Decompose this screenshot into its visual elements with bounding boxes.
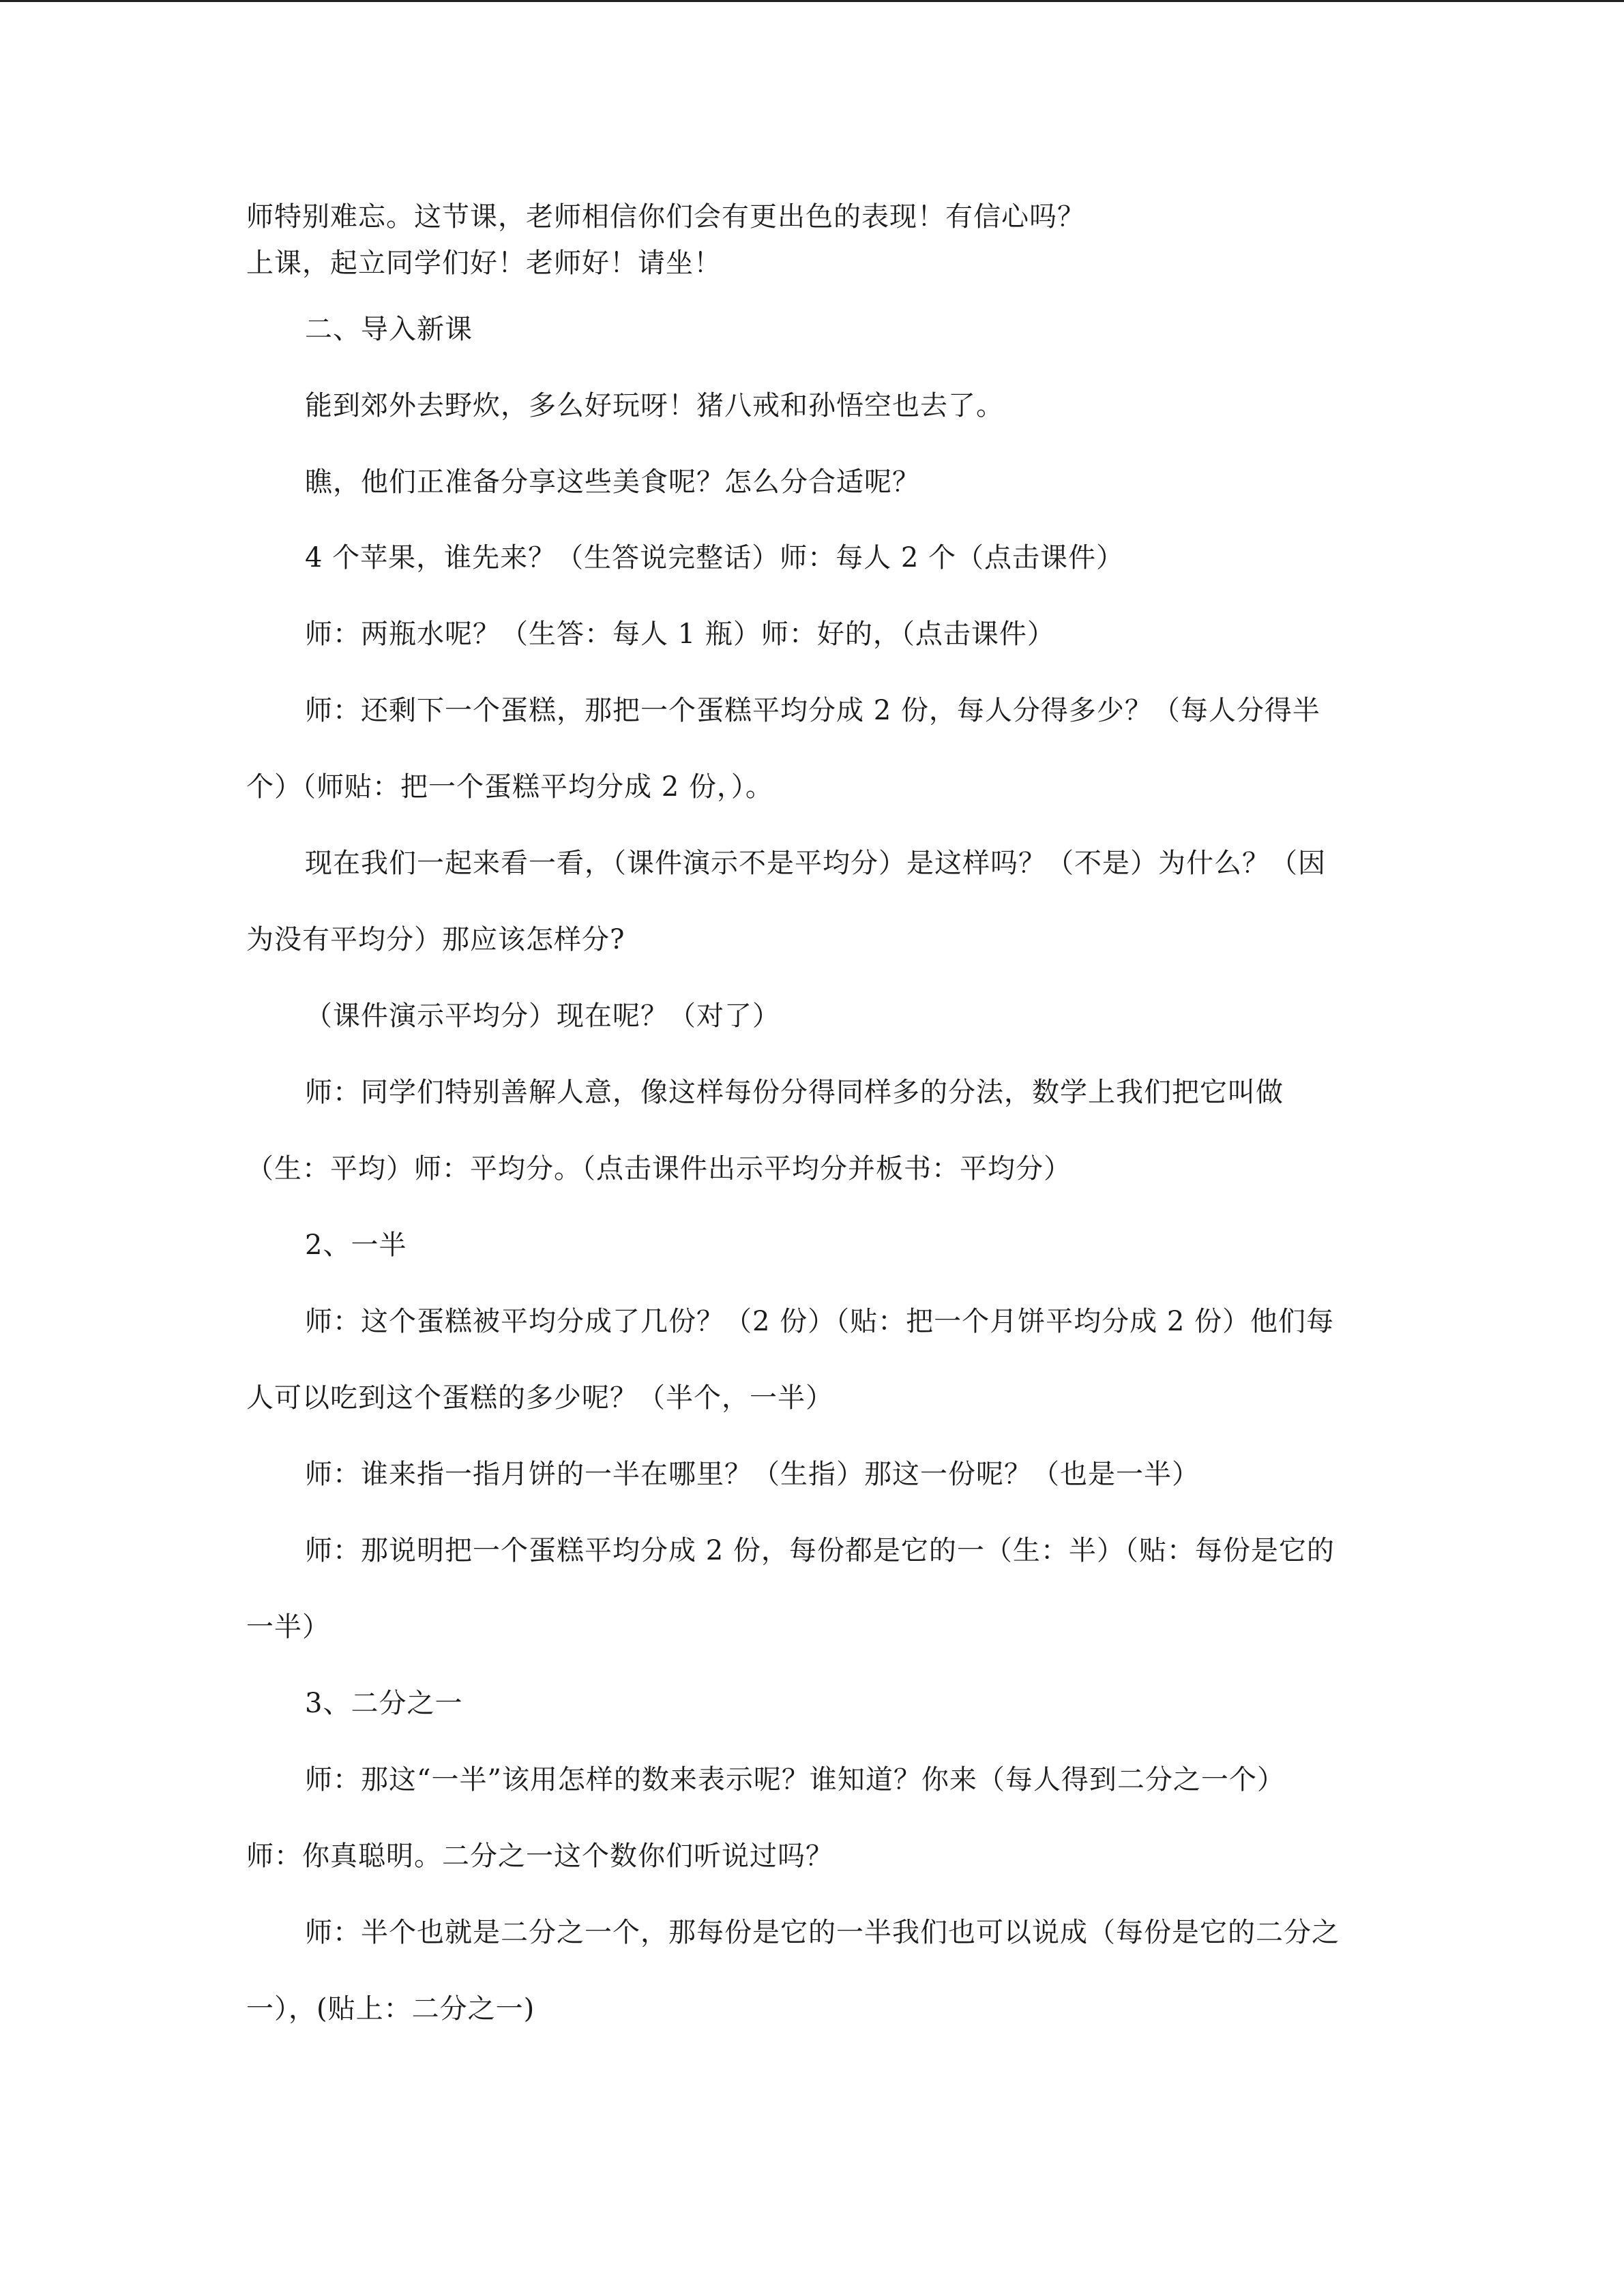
text-line: 上课，起立同学们好！老师好！请坐！ xyxy=(246,248,722,279)
text-line: 一半） xyxy=(246,1611,330,1643)
text-line: 现在我们一起来看一看，（课件演示不是平均分）是这样吗？（不是）为什么？（因 xyxy=(305,848,1326,879)
section-heading: 二、导入新课 xyxy=(305,314,473,345)
text-line: 师：你真聪明。二分之一这个数你们听说过吗？ xyxy=(246,1840,833,1872)
text-line: 一），(贴上：二分之一) xyxy=(246,1993,535,2025)
text-line: （生：平均）师：平均分。（点击课件出示平均分并板书：平均分） xyxy=(246,1153,1072,1184)
text-line: 师特别难忘。这节课，老师相信你们会有更出色的表现！有信心吗？ xyxy=(246,201,1085,233)
text-line: 师：这个蛋糕被平均分成了几份？（2 份）（贴：把一个月饼平均分成 2 份）他们每 xyxy=(305,1306,1335,1337)
text-line: 师：同学们特别善解人意，像这样每份分得同样多的分法，数学上我们把它叫做 xyxy=(305,1077,1284,1108)
text-line: 瞧，他们正准备分享这些美食呢？怎么分合适呢？ xyxy=(305,466,920,498)
text-line: 师：那说明把一个蛋糕平均分成 2 份，每份都是它的一（生：半）（贴：每份是它的 xyxy=(305,1535,1335,1566)
subsection-heading: 2、一半 xyxy=(305,1229,407,1261)
text-line: 师：两瓶水呢？（生答：每人 1 瓶）师：好的，（点击课件） xyxy=(305,618,1055,650)
text-line: 为没有平均分）那应该怎样分? xyxy=(246,924,625,955)
page-top-border xyxy=(0,0,1624,2)
text-line: （课件演示平均分）现在呢？（对了） xyxy=(305,1000,780,1032)
text-line: 人可以吃到这个蛋糕的多少呢？（半个，一半） xyxy=(246,1382,833,1414)
text-line: 能到郊外去野炊，多么好玩呀！猪八戒和孙悟空也去了。 xyxy=(305,390,1004,421)
text-line: 师：谁来指一指月饼的一半在哪里？（生指）那这一份呢？（也是一半） xyxy=(305,1459,1200,1490)
text-line: 师：那这“一半”该用怎样的数来表示呢？谁知道？你来（每人得到二分之一个） xyxy=(305,1764,1285,1795)
subsection-heading: 3、二分之一 xyxy=(305,1688,463,1719)
text-line: 师：半个也就是二分之一个，那每份是它的一半我们也可以说成（每份是它的二分之 xyxy=(305,1917,1340,1948)
text-line: 个）（师贴：把一个蛋糕平均分成 2 份，）。 xyxy=(246,771,773,803)
text-line: 4 个苹果，谁先来？（生答说完整话）师：每人 2 个（点击课件） xyxy=(305,542,1125,573)
text-line: 师：还剩下一个蛋糕，那把一个蛋糕平均分成 2 份，每人分得多少？（每人分得半 xyxy=(305,695,1320,726)
